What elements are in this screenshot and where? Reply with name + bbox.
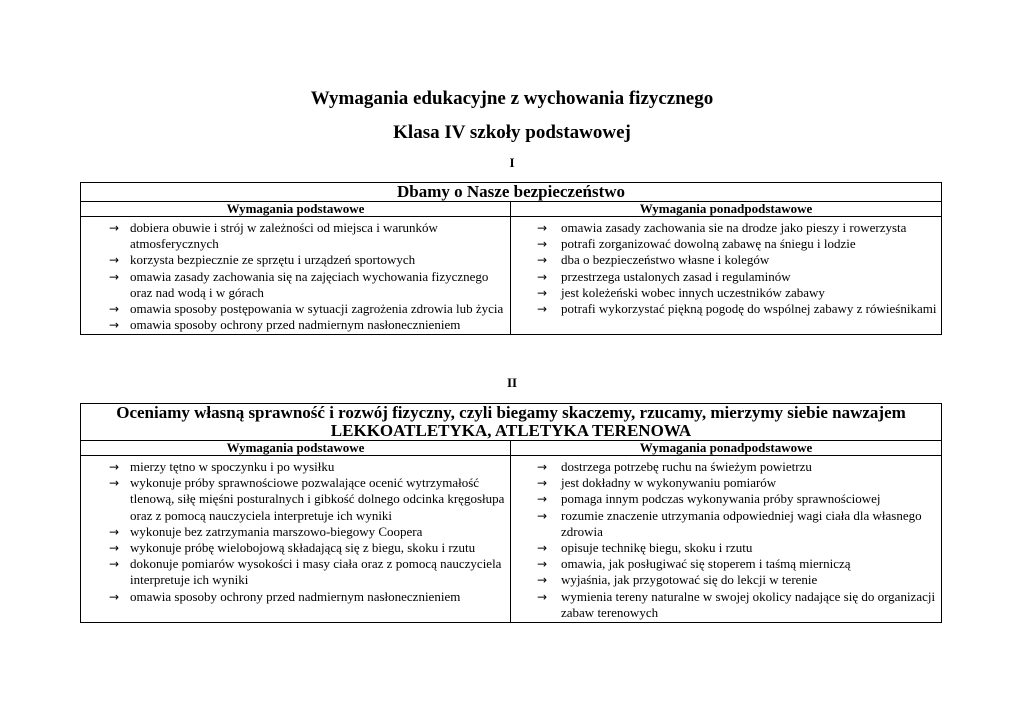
arrow-icon: → [537,476,548,491]
requirement-item [81,556,506,588]
advanced-requirements-cell [511,217,942,335]
arrow-icon: → [109,302,120,317]
advanced-requirements-list [511,217,941,318]
section-title-line: Dbamy o Nasze bezpieczeństwo [396,182,626,201]
requirement-text: omawia sposoby postępowania w sytuacji zagrożenia zdrowia lub życia [130,301,504,317]
requirement-item [511,589,937,621]
requirement-item [511,220,937,236]
arrow-icon: → [537,221,548,235]
requirement-text: przestrzega ustalonych zasad i regulaminów [561,268,791,284]
arrow-icon: → [537,237,548,252]
arrow-icon: → [109,476,120,491]
arrow-icon: → [109,318,120,333]
arrow-icon: → [537,492,548,507]
arrow-icon: → [109,541,120,556]
arrow-icon: → [109,460,120,474]
requirement-text: korzysta bezpiecznie ze sprzętu i urządzeń sportowych [130,252,416,268]
requirement-text: omawia zasady zachowania sie na drodze jako pieszy i rowerzysta [561,220,907,235]
requirement-item [511,475,937,491]
requirement-item [81,317,506,333]
requirement-item [511,236,937,252]
arrow-icon: → [109,524,120,539]
requirement-item [511,508,937,540]
arrow-icon: → [537,573,548,588]
arrow-icon: → [537,253,548,268]
requirement-item [511,285,937,301]
basic-requirements-list [81,217,510,334]
requirement-item [81,589,506,605]
requirement-item [511,556,937,572]
arrow-icon: → [537,541,548,556]
arrow-icon: → [537,508,548,523]
basic-requirements-cell [81,217,511,335]
requirement-text: dobiera obuwie i strój w zależności od miejsca i warunków atmosferycznych [130,220,438,252]
arrow-icon: → [109,221,120,235]
requirement-item [81,252,506,268]
document-title: Wymagania edukacyjne z wychowania fizycznego [310,88,714,109]
requirement-text: rozumie znaczenie utrzymania odpowiedniej wagi ciała dla własnego zdrowia [561,507,922,539]
arrow-icon: → [109,269,120,284]
requirement-item [511,459,937,475]
arrow-icon: → [537,269,548,284]
requirement-item [81,459,506,475]
arrow-icon: → [109,557,120,572]
requirement-item [511,269,937,285]
requirement-item [511,491,937,507]
section-number: II [506,375,518,390]
basic-requirements-list [81,456,510,606]
basic-requirements-header: Wymagania podstawowe [81,202,511,217]
section-title [81,183,942,202]
basic-requirements-cell [81,456,511,623]
arrow-icon: → [537,460,548,474]
section-title-line: LEKKOATLETYKA, ATLETYKA TERENOWA [330,421,692,440]
requirement-text: dostrzega potrzebę ruchu na świeżym powietrzu [561,459,812,474]
arrow-icon: → [537,302,548,317]
requirement-item [81,475,506,524]
requirement-text: wyjaśnia, jak przygotować się do lekcji w terenie [561,572,818,588]
requirement-text: omawia, jak posługiwać się stoperem i taśmą mierniczą [561,556,851,572]
requirement-item [511,540,937,556]
requirement-item [81,540,506,556]
arrow-icon: → [537,589,548,604]
requirement-text: wykonuje próby sprawnościowe pozwalające ocenić wytrzymałość tlenową, siłę mięśni posturalnych i gibkość dolnego odcinka kręgosłupa oraz z pomocą nauczyciela interpretuje ich wyniki [130,475,505,523]
advanced-requirements-list [511,456,941,622]
requirement-text: dba o bezpieczeństwo własne i kolegów [561,252,770,268]
requirement-text: opisuje technikę biegu, skoku i rzutu [561,540,753,556]
document-subtitle: Klasa IV szkoły podstawowej [393,122,631,143]
requirement-text: omawia zasady zachowania się na zajęciach wychowania fizycznego oraz nad wodą i w górach [130,268,489,300]
requirement-item [511,252,937,268]
requirement-text: jest koleżeński wobec innych uczestników zabawy [561,284,825,300]
section-table [80,182,942,335]
requirement-text: wykonuje bez zatrzymania marszowo-biegowy Coopera [130,523,423,539]
requirement-item [81,301,506,317]
section-table [80,403,942,623]
arrow-icon: → [109,589,120,604]
requirement-text: jest dokładny w wykonywaniu pomiarów [561,475,777,491]
requirement-text: omawia sposoby ochrony przed nadmiernym nasłonecznieniem [130,317,461,333]
requirement-text: mierzy tętno w spoczynku i po wysiłku [130,459,335,474]
requirement-item [81,524,506,540]
advanced-requirements-header: Wymagania ponadpodstawowe [511,202,942,217]
requirement-item [81,220,506,252]
requirement-text: wymienia tereny naturalne w swojej okolicy nadające się do organizacji zabaw terenowych [561,588,936,620]
section-number: I [509,155,515,170]
section-title [81,404,942,441]
section-title-line: Oceniamy własną sprawność i rozwój fizyczny, czyli biegamy skaczemy, rzucamy, mierzymy siebie nawzajem [116,403,906,422]
requirement-item [511,301,937,317]
advanced-requirements-cell [511,456,942,623]
requirement-text: potrafi zorganizować dowolną zabawę na śniegu i lodzie [561,236,856,252]
requirement-text: pomaga innym podczas wykonywania próby sprawnościowej [561,491,881,507]
advanced-requirements-header: Wymagania ponadpodstawowe [511,441,942,456]
requirement-item [511,572,937,588]
arrow-icon: → [537,285,548,300]
requirement-text: wykonuje próbę wielobojową składającą się z biegu, skoku i rzutu [130,540,476,556]
basic-requirements-header: Wymagania podstawowe [81,441,511,456]
arrow-icon: → [537,557,548,572]
arrow-icon: → [109,253,120,268]
requirement-text: dokonuje pomiarów wysokości i masy ciała oraz z pomocą nauczyciela interpretuje ich wyniki [130,556,502,588]
requirement-text: omawia sposoby ochrony przed nadmiernym nasłonecznieniem [130,588,461,604]
requirement-text: potrafi wykorzystać piękną pogodę do wspólnej zabawy z rówieśnikami [561,301,937,317]
requirement-item [81,269,506,301]
